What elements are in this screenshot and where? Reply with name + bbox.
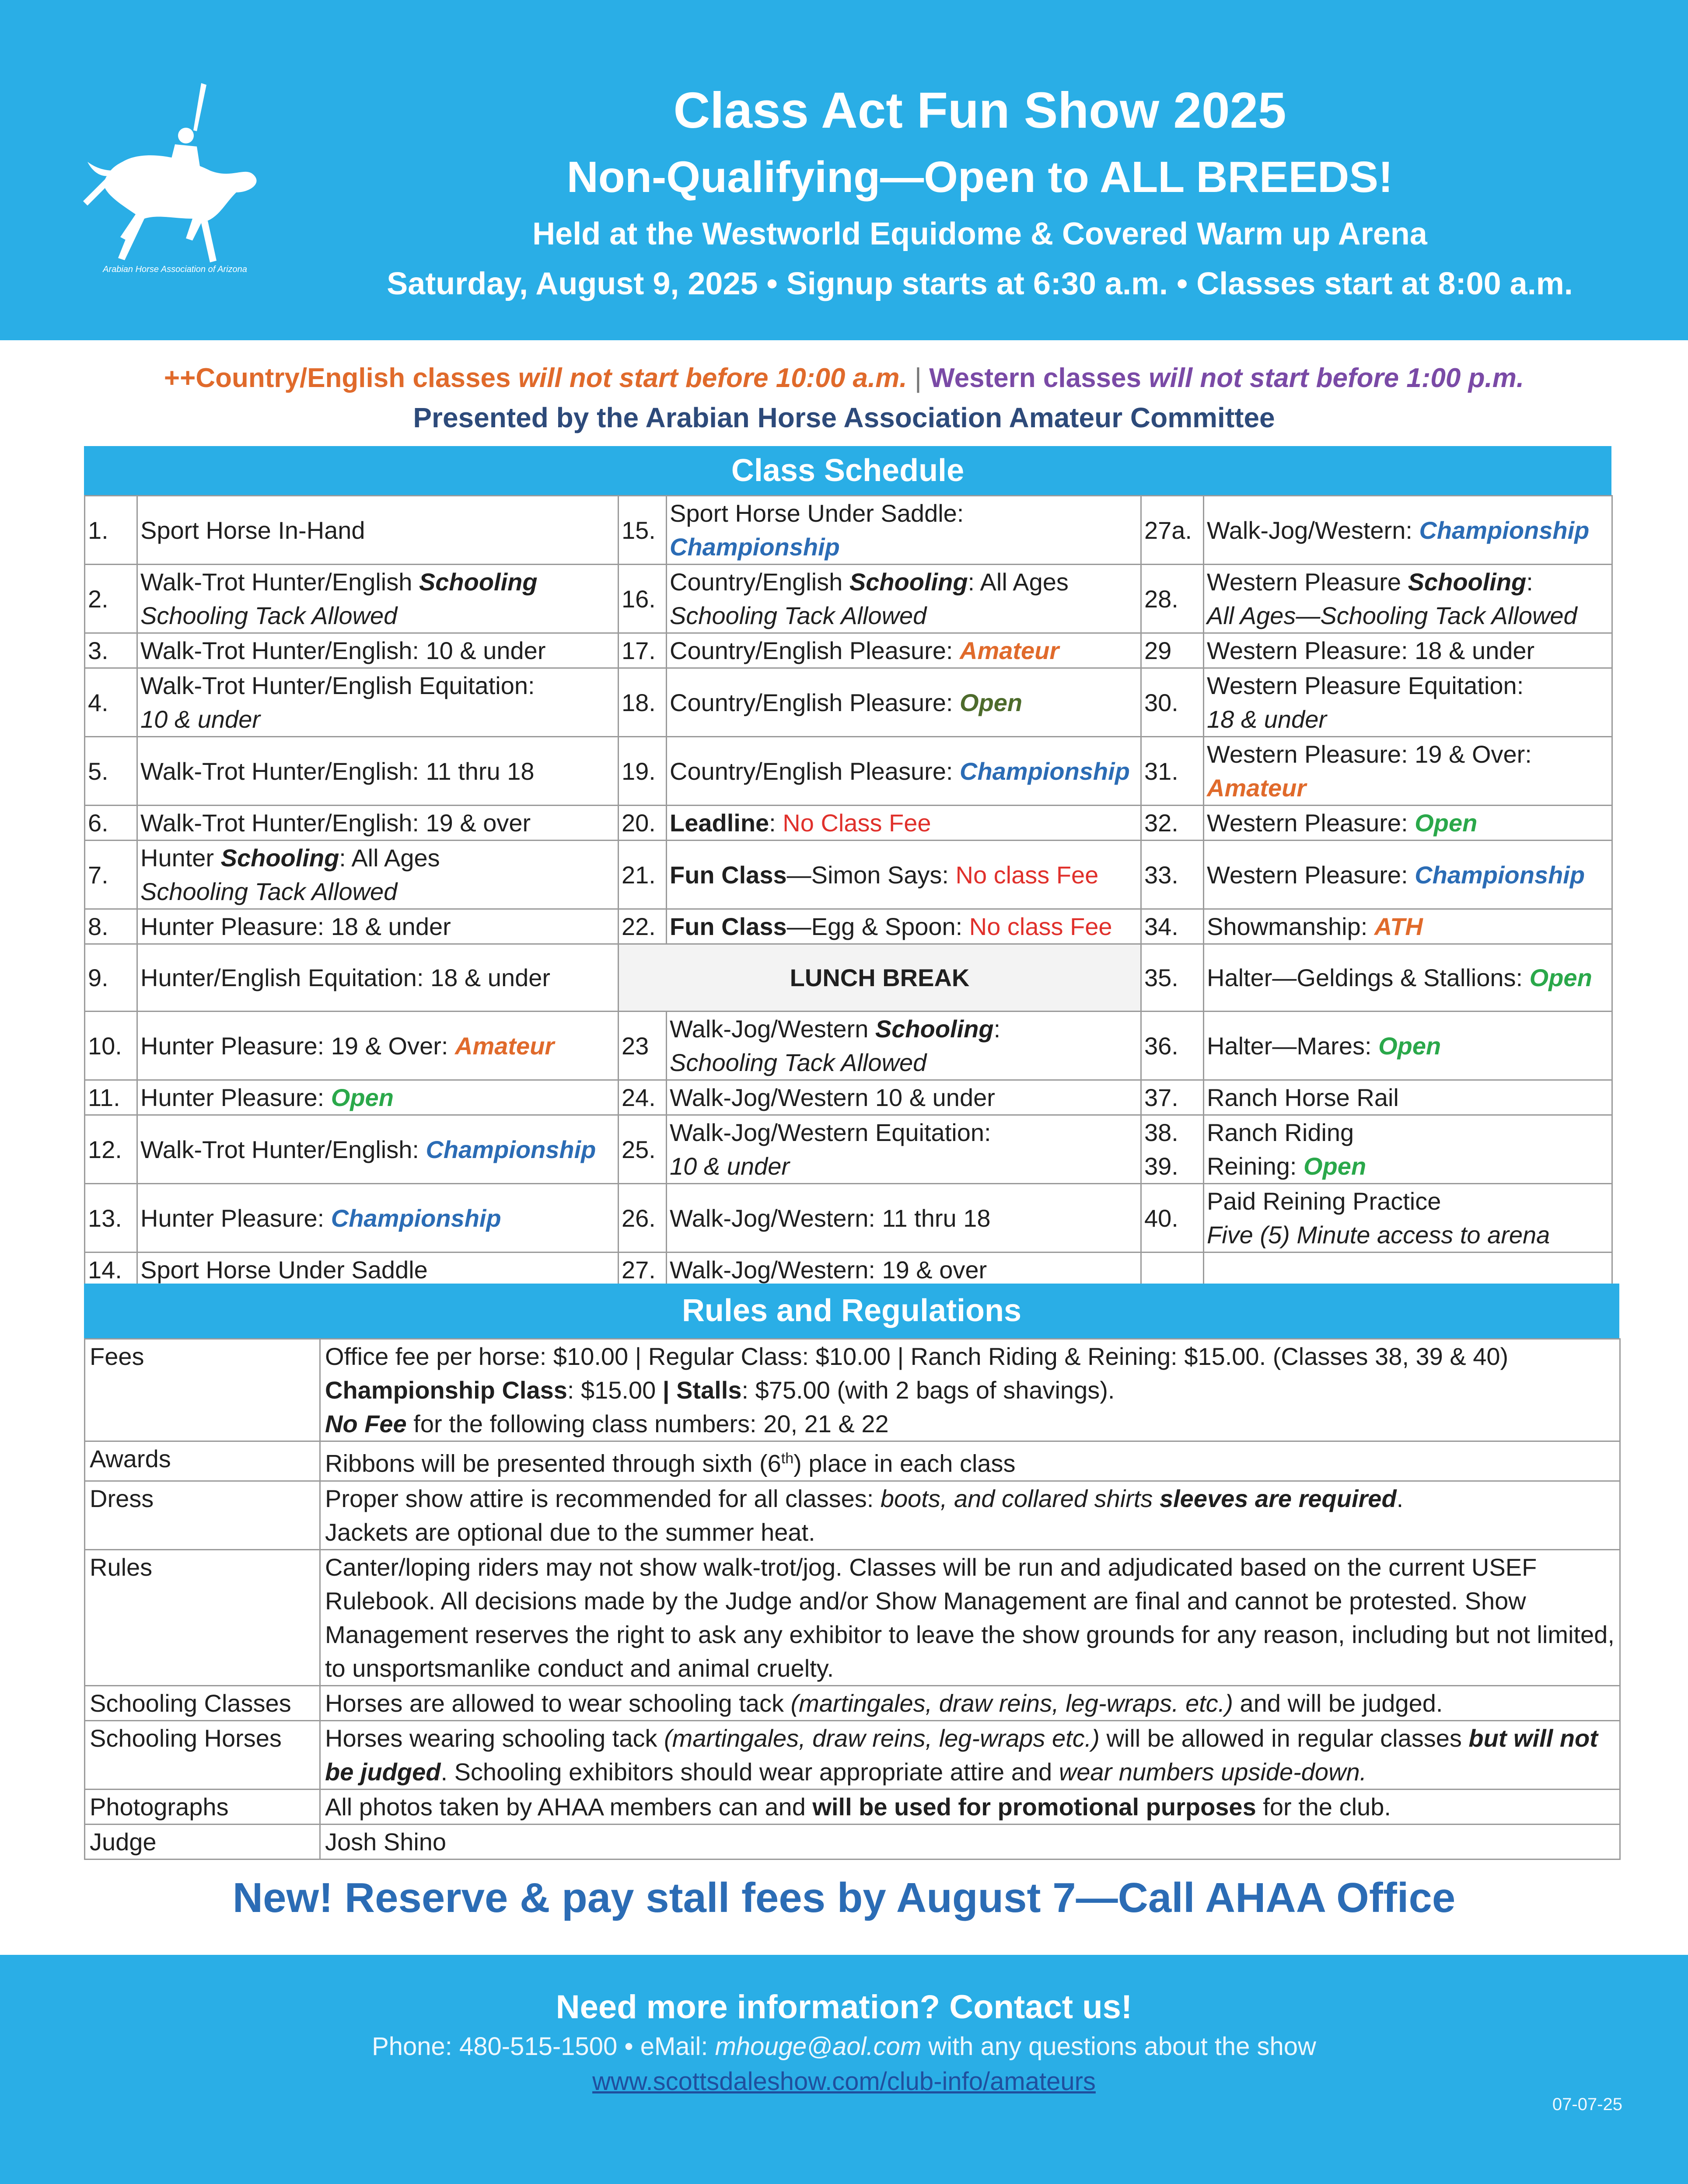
class-name: Hunter Pleasure: — [140, 1084, 331, 1111]
rules-heading: Rules and Regulations — [84, 1284, 1619, 1338]
class-number: 1. — [85, 496, 137, 565]
class-number: 4. — [85, 668, 137, 737]
class-name: Country/English Pleasure: — [670, 757, 960, 785]
schedule-row — [85, 565, 1612, 633]
class-bold: Fun Class — [670, 861, 787, 889]
no-fee-classes: for the following class numbers: 20, 21 & 22 — [406, 1410, 889, 1437]
class-cell — [137, 1184, 619, 1252]
no-fee-note: No class Fee — [955, 861, 1099, 889]
empty-cell — [1204, 1252, 1612, 1287]
class-number: 27a. — [1141, 496, 1204, 565]
sh-text-2: will be allowed in regular classes — [1099, 1724, 1469, 1752]
class-number: 11. — [85, 1080, 137, 1115]
header-banner — [0, 0, 1688, 340]
rule-label: Schooling Horses — [85, 1720, 320, 1789]
awards-text: Ribbons will be presented through sixth (6 — [325, 1449, 781, 1477]
class-number: 5. — [85, 737, 137, 806]
class-name: Walk-Jog/Western 10 & under — [670, 1084, 995, 1111]
schedule-row — [85, 737, 1612, 806]
fees-line-3 — [325, 1407, 1615, 1441]
class-type: Championship — [1419, 516, 1590, 544]
class-type: ATH — [1374, 913, 1423, 940]
class-number: 15. — [619, 496, 667, 565]
phone-text: Phone: 480-515-1500 • eMail: — [372, 2032, 715, 2061]
class-name: Ranch Horse Rail — [1207, 1084, 1399, 1111]
presented-by: Presented by the Arabian Horse Association Amateur Committee — [413, 402, 1275, 433]
class-type: Championship — [960, 757, 1130, 785]
class-cell — [137, 806, 619, 841]
class-name-cont: : — [993, 1015, 1001, 1043]
class-type: Championship — [426, 1135, 596, 1163]
class-name: Hunter/English Equitation: 18 & under — [140, 964, 551, 991]
class-number: 25. — [619, 1115, 667, 1184]
class-cell — [137, 909, 619, 944]
class-cell — [137, 496, 619, 565]
rule-text — [320, 1789, 1620, 1824]
rules-row-schooling-classes — [85, 1685, 1620, 1720]
dress-text: Proper show attire is recommended for all classes: — [325, 1484, 881, 1512]
class-number-38: 38. — [1144, 1119, 1178, 1146]
schedule-row — [85, 1115, 1612, 1184]
class-number: 13. — [85, 1184, 137, 1252]
venue-line: Held at the Westworld Equidome & Covered Warm up Arena — [532, 216, 1427, 251]
class-name-cont: : All Ages — [968, 568, 1069, 596]
class-name: Showmanship: — [1207, 913, 1374, 940]
class-number: 14. — [85, 1252, 137, 1287]
fees-line-1: Office fee per horse: $10.00 | Regular Class: $10.00 | Ranch Riding & Reining: $15.00. (Classes 38, 39 & 40) — [325, 1343, 1509, 1370]
class-name: Paid Reining Practice — [1207, 1187, 1441, 1215]
rule-label: Photographs — [85, 1789, 320, 1824]
rule-label: Judge — [85, 1824, 320, 1859]
class-name: Walk-Trot Hunter/English — [140, 568, 419, 596]
rules-table — [84, 1338, 1621, 1860]
class-note: Schooling Tack Allowed — [140, 602, 398, 629]
revision-date: 07-07-25 — [1552, 2095, 1622, 2114]
class-type: Open — [331, 1084, 394, 1111]
class-cell — [137, 737, 619, 806]
class-cell — [667, 909, 1141, 944]
dress-line-1 — [325, 1482, 1615, 1515]
photo-text-end: for the club. — [1256, 1793, 1391, 1821]
sh-text-3: . Schooling exhibitors should wear appropriate attire and — [440, 1758, 1059, 1786]
schedule-row — [85, 841, 1612, 909]
class-number: 17. — [619, 633, 667, 668]
rule-text — [320, 1339, 1620, 1441]
class-name: Hunter Pleasure: — [140, 1204, 331, 1232]
class-name: Western Pleasure — [1207, 568, 1408, 596]
country-notice-time: will not start before 10:00 a.m. — [518, 363, 907, 393]
stalls-label: | Stalls — [662, 1376, 742, 1404]
class-name: Hunter Pleasure: 18 & under — [140, 913, 451, 940]
class-name: Walk-Trot Hunter/English Equitation: — [140, 672, 535, 699]
logo-caption: Arabian Horse Association of Arizona — [103, 265, 247, 274]
dress-italic: boots, and collared shirts — [880, 1484, 1160, 1512]
class-number: 29 — [1141, 633, 1204, 668]
class-number: 35. — [1141, 944, 1204, 1012]
class-type: Open — [960, 688, 1023, 716]
awards-text-end: ) place in each class — [793, 1449, 1016, 1477]
class-number: 23 — [619, 1012, 667, 1080]
rules-row-judge — [85, 1824, 1620, 1859]
class-cell — [667, 1115, 1141, 1184]
fees-line-2 — [325, 1373, 1615, 1407]
no-fee-note: No Class Fee — [783, 809, 931, 837]
show-title: Class Act Fun Show 2025 — [673, 82, 1286, 139]
class-note: Five (5) Minute access to arena — [1207, 1221, 1550, 1249]
schedule-row — [85, 1252, 1612, 1287]
class-number: 10. — [85, 1012, 137, 1080]
sh-not-judged: but will not be judged — [325, 1724, 1598, 1786]
class-bold: Leadline — [670, 809, 769, 837]
class-number-39: 39. — [1144, 1152, 1178, 1180]
class-name: Sport Horse In-Hand — [140, 516, 365, 544]
rule-label: Schooling Classes — [85, 1685, 320, 1720]
class-type: Championship — [670, 533, 840, 561]
stalls-fee: : $75.00 (with 2 bags of shavings). — [741, 1376, 1115, 1404]
rule-text — [320, 1720, 1620, 1789]
rule-label: Dress — [85, 1481, 320, 1549]
schedule-row — [85, 944, 1612, 1012]
class-cell — [137, 1115, 619, 1184]
class-name-cont: —Egg & Spoon: — [786, 913, 969, 940]
contact-tail: with any questions about the show — [921, 2032, 1316, 2061]
class-bold: Schooling — [849, 568, 968, 596]
class-name: Walk-Jog/Western Equitation: — [670, 1119, 991, 1146]
class-cell — [667, 1080, 1141, 1115]
class-number: 28. — [1141, 565, 1204, 633]
dress-period: . — [1396, 1484, 1404, 1512]
class-cell — [137, 1252, 619, 1287]
class-name-cont: : All Ages — [339, 844, 440, 872]
class-number: 8. — [85, 909, 137, 944]
class-name: Western Pleasure: 19 & Over: — [1207, 740, 1532, 768]
dress-required: sleeves are required — [1159, 1484, 1397, 1512]
class-number: 21. — [619, 841, 667, 909]
championship-fee: : $15.00 — [567, 1376, 663, 1404]
class-name: Western Pleasure Equitation: — [1207, 672, 1524, 699]
no-fee-label: No Fee — [325, 1410, 407, 1437]
class-bold: Fun Class — [670, 913, 787, 940]
class-name: Walk-Trot Hunter/English: 19 & over — [140, 809, 531, 837]
class-name-cont: : — [1526, 568, 1533, 596]
class-cell — [667, 841, 1141, 909]
class-note: Schooling Tack Allowed — [670, 602, 927, 629]
date-line: Saturday, August 9, 2025 • Signup starts at 6:30 a.m. • Classes start at 8:00 a.m. — [387, 266, 1573, 301]
class-name: Halter—Mares: — [1207, 1032, 1379, 1060]
class-cell — [137, 841, 619, 909]
sh-text: Horses wearing schooling tack — [325, 1724, 664, 1752]
schedule-row — [85, 1184, 1612, 1252]
class-number: 6. — [85, 806, 137, 841]
class-note: Schooling Tack Allowed — [140, 878, 398, 905]
class-cell — [1204, 944, 1612, 1012]
class-bold: Schooling — [419, 568, 538, 596]
class-number: 34. — [1141, 909, 1204, 944]
class-name-cont: : — [769, 809, 783, 837]
rules-row-dress — [85, 1481, 1620, 1549]
schedule-row — [85, 1080, 1612, 1115]
class-bold: Schooling — [1408, 568, 1527, 596]
notice-separator: | — [907, 363, 930, 393]
class-number: 18. — [619, 668, 667, 737]
class-name: Country/English — [670, 568, 849, 596]
lunch-break: LUNCH BREAK — [619, 944, 1141, 1012]
rule-text: Canter/loping riders may not show walk-trot/jog. Classes will be run and adjudicated based on the current USEF Rulebook. All decisions made by the Judge and/or Show Management are final and cannot be protested. Show Management reserves the right to ask any exhibitor to leave the show grounds for any reason, including but not limited, to unsportsmanlike conduct and animal cruelty. — [320, 1549, 1620, 1685]
class-cell — [667, 496, 1141, 565]
class-number: 3. — [85, 633, 137, 668]
rules-and-regulations — [84, 1284, 1619, 1860]
class-type: Amateur — [455, 1032, 555, 1060]
class-type: Championship — [331, 1204, 501, 1232]
class-cell — [1204, 737, 1612, 806]
class-cell — [667, 565, 1141, 633]
no-fee-note: No class Fee — [969, 913, 1112, 940]
class-number: 32. — [1141, 806, 1204, 841]
class-cell — [137, 944, 619, 1012]
rule-label: Rules — [85, 1549, 320, 1685]
schedule-row — [85, 1012, 1612, 1080]
class-type: Open — [1415, 809, 1478, 837]
class-cell — [137, 1012, 619, 1080]
class-cell — [1204, 1012, 1612, 1080]
class-name: Sport Horse Under Saddle — [140, 1256, 428, 1284]
class-cell — [667, 668, 1141, 737]
class-cell — [1204, 806, 1612, 841]
rules-row-fees — [85, 1339, 1620, 1441]
class-name: Hunter Pleasure: 19 & Over: — [140, 1032, 455, 1060]
class-number: 30. — [1141, 668, 1204, 737]
class-note: All Ages—Schooling Tack Allowed — [1207, 602, 1577, 629]
class-name: Country/English Pleasure: — [670, 637, 960, 664]
class-cell — [137, 633, 619, 668]
website-link[interactable]: www.scottsdaleshow.com/club-info/amateurs — [592, 2067, 1096, 2096]
rules-row-schooling-horses — [85, 1720, 1620, 1789]
class-cell — [667, 1184, 1141, 1252]
class-type: Championship — [1415, 861, 1585, 889]
class-cell — [667, 1252, 1141, 1287]
sc-text-end: and will be judged. — [1233, 1689, 1443, 1717]
class-name: Halter—Geldings & Stallions: — [1207, 964, 1530, 991]
country-notice: ++Country/English classes — [164, 363, 518, 393]
rule-text — [320, 1441, 1620, 1481]
class-cell — [1204, 1080, 1612, 1115]
sh-italic: (martingales, draw reins, leg-wraps etc.) — [664, 1724, 1100, 1752]
class-type: Open — [1529, 964, 1592, 991]
schedule-row — [85, 633, 1612, 668]
class-cell — [1204, 565, 1612, 633]
rule-text — [320, 1481, 1620, 1549]
dress-line-2: Jackets are optional due to the summer heat. — [325, 1518, 815, 1546]
rules-row-photographs — [85, 1789, 1620, 1824]
class-number: 7. — [85, 841, 137, 909]
horse-rider-logo-icon — [70, 74, 280, 276]
class-cell — [1204, 633, 1612, 668]
class-cell — [1204, 496, 1612, 565]
class-name: Walk-Jog/Western — [670, 1015, 875, 1043]
class-name: Sport Horse Under Saddle: — [670, 499, 964, 527]
class-number: 37. — [1141, 1080, 1204, 1115]
photo-bold: will be used for promotional purposes — [812, 1793, 1256, 1821]
sc-italic: (martingales, draw reins, leg-wraps. etc.) — [790, 1689, 1233, 1717]
contact-line — [0, 2029, 1688, 2064]
sh-numbers: wear numbers upside-down. — [1059, 1758, 1367, 1786]
class-cell — [667, 737, 1141, 806]
class-name: Walk-Jog/Western: 19 & over — [670, 1256, 987, 1284]
class-cell — [1204, 1115, 1612, 1184]
class-name: Country/English Pleasure: — [670, 688, 960, 716]
class-number: 24. — [619, 1080, 667, 1115]
class-number: 40. — [1141, 1184, 1204, 1252]
class-cell — [137, 668, 619, 737]
class-name: Western Pleasure: 18 & under — [1207, 637, 1535, 664]
class-name: Walk-Trot Hunter/English: 10 & under — [140, 637, 546, 664]
class-number: 22. — [619, 909, 667, 944]
class-name: Hunter — [140, 844, 221, 872]
class-number: 9. — [85, 944, 137, 1012]
show-subtitle: Non-Qualifying—Open to ALL BREEDS! — [566, 153, 1393, 202]
rules-row-rules — [85, 1549, 1620, 1685]
class-schedule — [84, 446, 1611, 1288]
class-name: Walk-Trot Hunter/English: 11 thru 18 — [140, 757, 535, 785]
class-note: 10 & under — [140, 705, 260, 733]
stall-fee-announcement: New! Reserve & pay stall fees by August 7—Call AHAA Office — [232, 1874, 1456, 1921]
class-cell — [1204, 841, 1612, 909]
class-number: 12. — [85, 1115, 137, 1184]
class-name-cont: —Simon Says: — [786, 861, 956, 889]
class-name: Walk-Jog/Western: 11 thru 18 — [670, 1204, 991, 1232]
championship-class-label: Championship Class — [325, 1376, 567, 1404]
schedule-table — [84, 495, 1613, 1288]
class-type: Open — [1378, 1032, 1441, 1060]
class-cell — [137, 565, 619, 633]
class-note: Schooling Tack Allowed — [670, 1049, 927, 1076]
sc-text: Horses are allowed to wear schooling tack — [325, 1689, 791, 1717]
class-name: Western Pleasure: — [1207, 809, 1415, 837]
rule-text: Josh Shino — [320, 1824, 1620, 1859]
empty-cell — [1141, 1252, 1204, 1287]
class-number: 26. — [619, 1184, 667, 1252]
class-note: 10 & under — [670, 1152, 790, 1180]
class-bold: Schooling — [875, 1015, 994, 1043]
class-name: Reining: — [1207, 1152, 1304, 1180]
class-number: 33. — [1141, 841, 1204, 909]
class-number: 20. — [619, 806, 667, 841]
class-number: 16. — [619, 565, 667, 633]
class-bold: Schooling — [220, 844, 339, 872]
rule-text — [320, 1685, 1620, 1720]
class-number: 2. — [85, 565, 137, 633]
class-cell — [1204, 1184, 1612, 1252]
class-name: Western Pleasure: — [1207, 861, 1415, 889]
rule-label: Awards — [85, 1441, 320, 1481]
email-link[interactable]: mhouge@aol.com — [715, 2032, 922, 2061]
class-cell — [667, 633, 1141, 668]
class-type: Open — [1304, 1152, 1366, 1180]
schedule-row — [85, 496, 1612, 565]
awards-superscript: th — [781, 1450, 794, 1467]
class-name: Walk-Trot Hunter/English: — [140, 1135, 426, 1163]
start-time-notice — [0, 359, 1688, 398]
class-cell — [1204, 668, 1612, 737]
class-type: Amateur — [1207, 774, 1307, 802]
class-name: Ranch Riding — [1207, 1119, 1354, 1146]
western-notice: Western classes — [929, 363, 1149, 393]
class-cell — [667, 806, 1141, 841]
contact-heading: Need more information? Contact us! — [556, 1989, 1132, 2026]
rule-label: Fees — [85, 1339, 320, 1441]
class-number: 31. — [1141, 737, 1204, 806]
class-cell — [1204, 909, 1612, 944]
class-number: 19. — [619, 737, 667, 806]
western-notice-time: will not start before 1:00 p.m. — [1149, 363, 1524, 393]
photo-text: All photos taken by AHAA members can and — [325, 1793, 813, 1821]
schedule-row — [85, 668, 1612, 737]
class-note: 18 & under — [1207, 705, 1327, 733]
schedule-heading: Class Schedule — [84, 446, 1611, 495]
class-number — [1141, 1115, 1204, 1184]
footer-banner — [0, 1955, 1688, 2184]
class-type: Amateur — [960, 637, 1059, 664]
class-number: 36. — [1141, 1012, 1204, 1080]
schedule-row — [85, 909, 1612, 944]
class-cell — [667, 1012, 1141, 1080]
class-cell — [137, 1080, 619, 1115]
class-name: Walk-Jog/Western: — [1207, 516, 1419, 544]
class-number: 27. — [619, 1252, 667, 1287]
schedule-row — [85, 806, 1612, 841]
rules-row-awards — [85, 1441, 1620, 1481]
